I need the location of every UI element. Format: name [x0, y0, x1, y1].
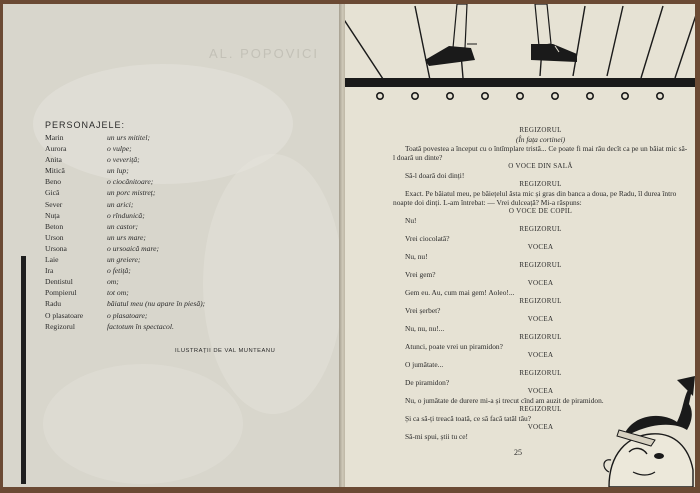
cast-name: Dentistul — [45, 277, 73, 287]
cast-title: PERSONAJELE: — [45, 120, 126, 130]
cast-row — [45, 254, 205, 265]
cast-row — [45, 321, 205, 332]
cast-name: Radu — [45, 299, 62, 309]
cast-role: o vulpe; — [107, 144, 132, 154]
speaker-name: REGIZORUL — [519, 405, 562, 413]
cast-role: un arici; — [107, 199, 134, 209]
dialogue-line: Și ca să-ți treacă toată, ce să facă tatăl tău? — [405, 414, 531, 423]
speaker-name: REGIZORUL — [519, 261, 562, 269]
cast-role: un urs mititel; — [107, 133, 151, 142]
speaker-name: REGIZORUL — [519, 126, 562, 134]
cast-role: un greiere; — [107, 255, 141, 265]
cast-name: Gică — [45, 188, 60, 198]
cast-name: Mitică — [45, 166, 65, 176]
cast-row — [45, 143, 205, 154]
speaker-name: VOCEA — [527, 279, 554, 287]
cast-name: Anita — [45, 155, 62, 165]
cast-role: un lup; — [107, 166, 129, 176]
stage-boards — [345, 6, 695, 82]
dialogue-line: Vrei ciocolată? — [405, 234, 450, 243]
cast-name: Beno — [45, 177, 62, 187]
character-legs — [425, 4, 577, 66]
cast-name: Pompierul — [45, 288, 77, 298]
dialogue-line: Nu, nu! — [405, 252, 428, 261]
dialogue-line: Gem eu. Au, cum mai gem! Aoleo!... — [405, 288, 515, 297]
stage-illustration — [345, 4, 695, 104]
speaker-name: O VOCE DE COPIL — [508, 207, 573, 215]
cast-role: o fetiță; — [107, 266, 131, 276]
cast-name: Ursona — [45, 243, 67, 253]
speaker-name: VOCEA — [527, 423, 554, 431]
cast-role: un urs mare; — [107, 232, 146, 242]
speaker-name: REGIZORUL — [519, 297, 562, 305]
dialogue-line: Toată povestea a început cu o întîmplare tristă... Ce poate fi mai rău decît ca pe un băiat mic să-l doară un dinte? — [393, 144, 688, 162]
cast-role: o rîndunică; — [107, 210, 145, 220]
cast-role: o ursoaică mare; — [107, 243, 160, 253]
author-name: AL. POPOVICI — [209, 46, 319, 61]
cast-row — [45, 265, 205, 276]
cast-role: o ciocănitoare; — [107, 177, 154, 187]
speaker-name: VOCEA — [527, 387, 554, 395]
cast-row — [45, 199, 205, 210]
cast-role: un porc mistreț; — [107, 188, 156, 198]
cast-row — [45, 154, 205, 165]
cast-role: om; — [107, 277, 119, 287]
cast-name: O plasatoare — [45, 310, 84, 320]
dialogue-line: Să-mi spui, știi tu ce! — [405, 432, 469, 441]
speaker-name: REGIZORUL — [519, 225, 562, 233]
left-page — [3, 4, 339, 487]
dialogue-line: Să-l doară doi dinți! — [405, 171, 465, 180]
cast-row — [45, 310, 205, 321]
cast-row — [45, 232, 205, 243]
stage-direction: (În fața cortinei) — [515, 135, 566, 144]
speaker-name: REGIZORUL — [519, 369, 562, 377]
ghost-illustration — [43, 364, 243, 484]
dialogue-line: Nu, nu, nu!... — [405, 324, 445, 333]
cast-list — [45, 132, 205, 332]
cast-row — [45, 165, 205, 176]
speaker-name: VOCEA — [527, 315, 554, 323]
dialogue-line: De piramidon? — [405, 378, 450, 387]
cast-name: Sever — [45, 199, 63, 209]
dialogue-line: O jumătate... — [405, 360, 444, 369]
illustrations-credit: ILUSTRAȚII DE VAL MUNTEANU — [175, 348, 276, 354]
cast-row — [45, 298, 205, 309]
cast-role: un castor; — [107, 221, 139, 231]
speaker-name: O VOCE DIN SALĂ — [508, 162, 573, 170]
cast-row — [45, 287, 205, 298]
cast-row — [45, 132, 205, 143]
cast-name: Beton — [45, 221, 64, 231]
speaker-name: REGIZORUL — [519, 333, 562, 341]
speaker-name: REGIZORUL — [519, 180, 562, 188]
cast-name: Nuța — [45, 210, 60, 220]
cast-row — [45, 176, 205, 187]
decorative-bar — [21, 256, 26, 484]
dialogue-line: Vrei gem? — [405, 270, 436, 279]
ghost-illustration — [203, 154, 339, 414]
cast-role: o plasatoare; — [107, 310, 148, 320]
dialogue-line: Nu! — [405, 216, 417, 225]
cast-row — [45, 187, 205, 198]
cast-row — [45, 243, 205, 254]
dialogue-line: Nu, o jumătate de durere mi-a și trecut cînd am auzit de piramidon. — [405, 396, 604, 405]
dialogue-line: Exact. Pe băiatul meu, pe băiețelul ăsta mic și gras din banca a doua, pe Radu, îl durea întro noapte doi dinți. L-am întrebat: — Vrei dulceață? Mi-a răspuns: — [393, 189, 677, 207]
footlights — [377, 93, 663, 99]
dialogue-line: Atunci, poate vrei un piramidon? — [405, 342, 503, 351]
cast-row — [45, 276, 205, 287]
cast-name: Laie — [45, 255, 59, 265]
cast-row — [45, 221, 205, 232]
cast-name: Ira — [45, 266, 54, 276]
page-number: 25 — [514, 448, 522, 457]
speaker-name: VOCEA — [527, 243, 554, 251]
cast-role: factotum în spectacol. — [107, 321, 174, 331]
speaker-name: VOCEA — [527, 351, 554, 359]
cast-name: Aurora — [45, 144, 67, 154]
cast-name: Marin — [45, 133, 64, 142]
right-page — [345, 4, 695, 487]
child-illustration — [589, 376, 695, 487]
cast-role: tot om; — [107, 288, 129, 298]
stage-edge — [345, 78, 695, 87]
cast-row — [45, 210, 205, 221]
cast-name: Urson — [45, 232, 64, 242]
cast-role: o veveriță; — [107, 155, 140, 165]
cast-role: băiatul meu (nu apare în piesă); — [107, 299, 206, 309]
dialogue-line: Vrei șerbet? — [405, 306, 441, 315]
cast-name: Regizorul — [45, 321, 75, 331]
